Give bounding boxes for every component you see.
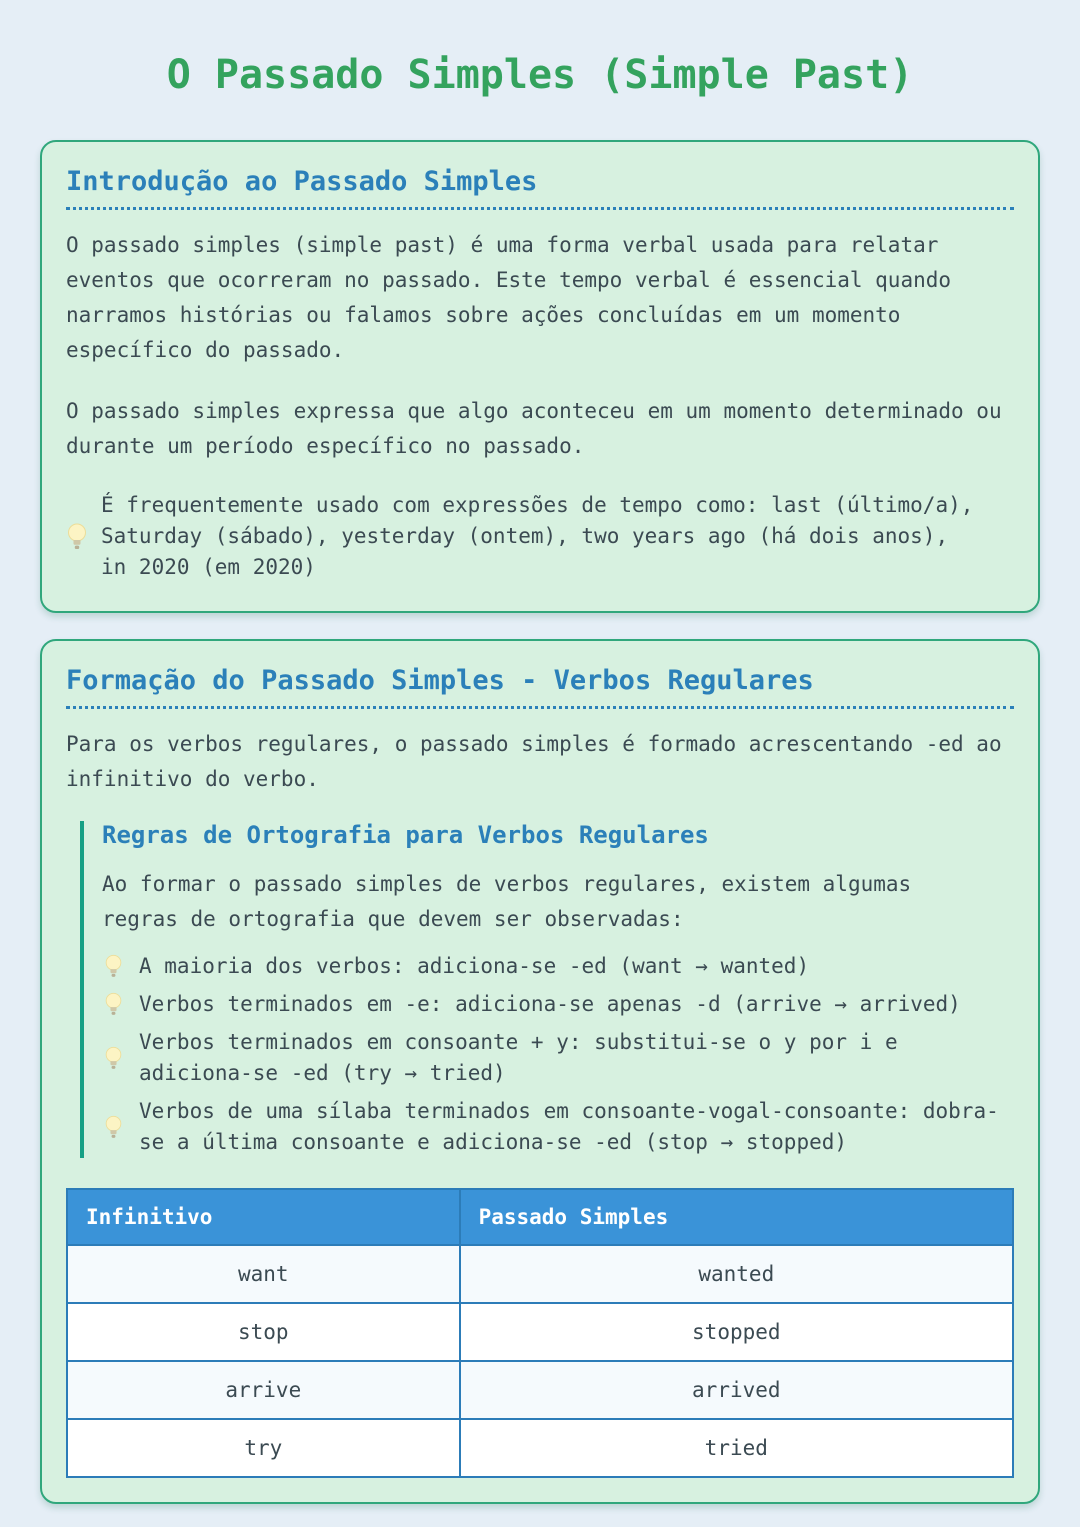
rule-text: A maioria dos verbos: adiciona-se -ed (want → wanted) (139, 954, 810, 978)
lightbulb-icon (102, 1045, 124, 1072)
formation-card (40, 639, 1040, 1504)
time-expressions-tip (66, 490, 1014, 583)
infinitive-cell: try (67, 1419, 460, 1477)
lightbulb-icon (102, 1114, 124, 1141)
lightbulb-icon (102, 991, 124, 1018)
table-header-row (67, 1189, 1013, 1245)
infinitive-cell: arrive (67, 1361, 460, 1419)
page-title: O Passado Simples (Simple Past) (166, 52, 914, 98)
infinitive-cell: want (67, 1245, 460, 1303)
past-cell: stopped (460, 1303, 1013, 1361)
rule-text: Verbos de uma sílaba terminados em consoante-vogal-consoante: dobra-se a última consoante e adiciona-se -ed (stop → stopped) (139, 1099, 999, 1154)
formation-section-heading: Formação do Passado Simples - Verbos Regulares (66, 665, 1014, 709)
intro-paragraph-2: O passado simples expressa que algo aconteceu em um momento determinado ou durante um período específico no passado. (66, 399, 1002, 458)
spelling-rules-list (102, 951, 1014, 1158)
past-cell: wanted (460, 1245, 1013, 1303)
spelling-rules-subsection (80, 821, 1014, 1158)
past-cell: tried (460, 1419, 1013, 1477)
formation-paragraph: Para os verbos regulares, o passado simples é formado acrescentando -ed ao infinitivo do verbo. (66, 732, 1002, 791)
table-header-infinitivo: Infinitivo (67, 1189, 460, 1245)
infinitive-cell: stop (67, 1303, 460, 1361)
rule-item (102, 1027, 1014, 1089)
table-row (67, 1419, 1013, 1477)
past-cell: arrived (460, 1361, 1013, 1419)
rule-text: Verbos terminados em consoante + y: substitui-se o y por i e adiciona-se -ed (try → tried) (139, 1030, 898, 1085)
spelling-rules-heading: Regras de Ortografia para Verbos Regulares (102, 821, 709, 849)
tip-text: É frequentemente usado com expressões de tempo como: last (último/a), Saturday (sábado), yesterday (ontem), two years ago (há dois anos), in 2020 (em 2020) (101, 493, 974, 579)
table-row (67, 1361, 1013, 1419)
rule-text: Verbos terminados em -e: adiciona-se apenas -d (arrive → arrived) (139, 992, 961, 1016)
lightbulb-icon (102, 953, 124, 980)
table-row (67, 1245, 1013, 1303)
verbs-table (66, 1188, 1014, 1478)
spelling-rules-intro: Ao formar o passado simples de verbos regulares, existem algumas regras de ortografia que devem ser observadas: (102, 872, 912, 931)
intro-card (40, 140, 1040, 613)
intro-section-heading: Introdução ao Passado Simples (66, 166, 1014, 210)
rule-item (102, 951, 1014, 982)
table-row (67, 1303, 1013, 1361)
rule-item (102, 1096, 1014, 1158)
intro-paragraph-1: O passado simples (simple past) é uma forma verbal usada para relatar eventos que ocorreram no passado. Este tempo verbal é essencial quando narramos histórias ou falamos sobre ações concluídas em um momento específico do passado. (66, 233, 952, 362)
lightbulb-icon (66, 522, 88, 552)
table-header-passado-simples: Passado Simples (460, 1189, 1013, 1245)
rule-item (102, 989, 1014, 1020)
